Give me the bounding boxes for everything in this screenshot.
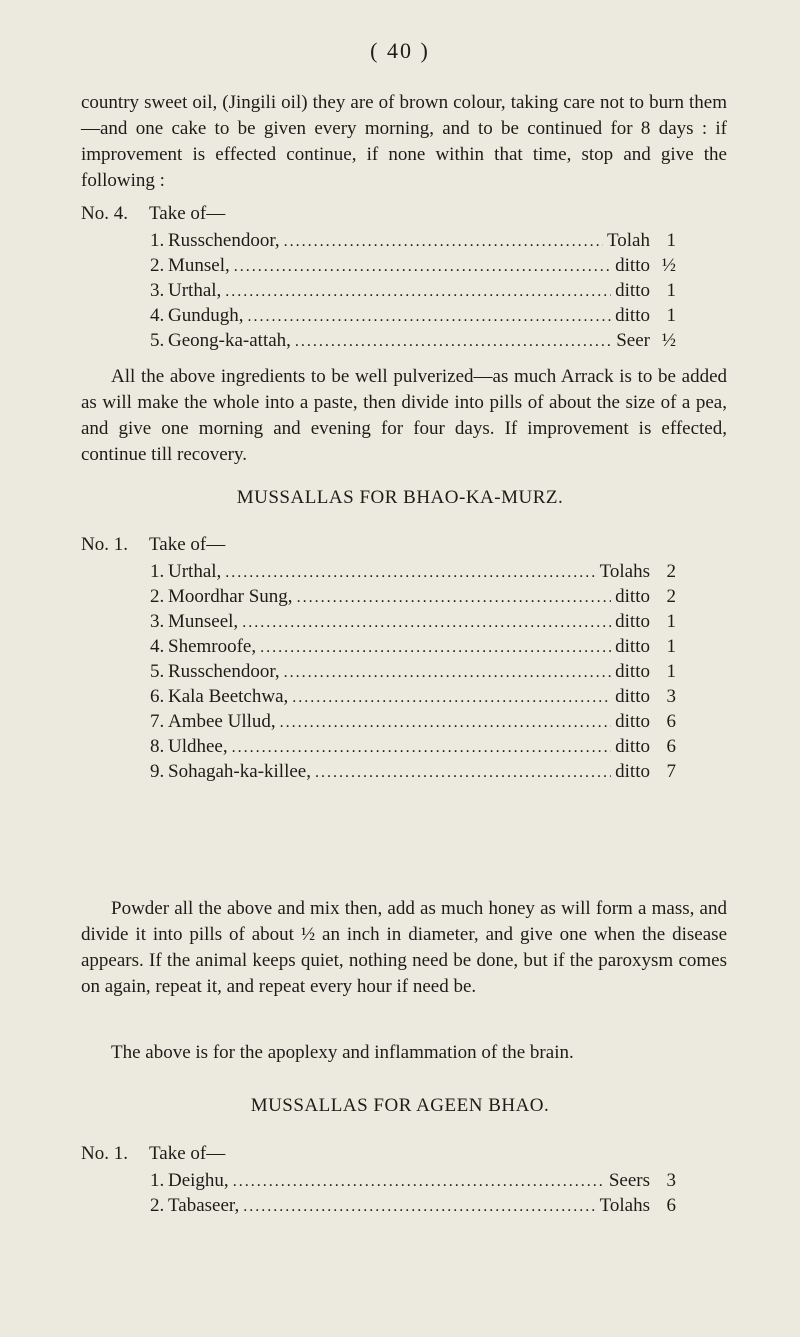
ingredient-unit: ditto (615, 761, 650, 782)
ingredient-index: 1. (150, 230, 165, 251)
ingredient-qty: 1 (666, 611, 676, 632)
ingredient-row (150, 1195, 676, 1220)
ingredient-name: Russchendoor, (168, 230, 280, 251)
ingredient-name: Deighu, (168, 1170, 229, 1191)
ingredient-row (150, 305, 676, 330)
ingredient-row (150, 330, 676, 355)
ingredient-qty: 1 (666, 661, 676, 682)
section-heading-2: MUSSALLAS FOR AGEEN BHAO. (250, 1095, 550, 1116)
ingredient-index: 9. (150, 761, 165, 782)
ingredient-index: 4. (150, 305, 165, 326)
ingredient-qty: 7 (666, 761, 676, 782)
intro-paragraph: country sweet oil, (Jingili oil) they are of brown colour, taking care not to burn them—and one cake to be given every morning, and to be continued for 8 days : if improvement is effected continue, if none within that time, stop and give the following : (81, 92, 727, 191)
recipe-number: No. 1. (81, 1143, 128, 1164)
leader-dots (295, 333, 612, 351)
ingredient-row (150, 686, 676, 711)
ingredient-unit: Tolahs (599, 1195, 650, 1216)
ingredient-index: 2. (150, 586, 165, 607)
ingredient-row (150, 561, 676, 586)
paragraph-c: The above is for the apoplexy and inflammation of the brain. (111, 1042, 574, 1063)
ingredient-unit: Seers (608, 1170, 650, 1191)
ingredient-unit: ditto (615, 686, 650, 707)
ingredient-name: Urthal, (168, 561, 222, 582)
ingredient-index: 6. (150, 686, 165, 707)
leader-dots (232, 739, 612, 757)
page-number: ( 40 ) (370, 38, 430, 63)
ingredient-unit: ditto (615, 586, 650, 607)
ingredient-unit: ditto (615, 636, 650, 657)
leader-dots (225, 564, 595, 582)
ingredient-name: Ambee Ullud, (168, 711, 276, 732)
ingredient-row (150, 586, 676, 611)
ingredient-unit: ditto (615, 611, 650, 632)
ingredient-index: 3. (150, 280, 165, 301)
ingredient-index: 2. (150, 1195, 165, 1216)
ingredient-name: Moordhar Sung, (168, 586, 293, 607)
ingredient-name: Urthal, (168, 280, 222, 301)
ingredient-index: 1. (150, 561, 165, 582)
leader-dots (234, 258, 611, 276)
ingredient-qty: 6 (666, 736, 676, 757)
ingredient-qty: 1 (666, 305, 676, 326)
ingredient-name: Kala Beetchwa, (168, 686, 289, 707)
ingredient-index: 5. (150, 330, 165, 351)
ingredient-name: Gundugh, (168, 305, 244, 326)
ingredient-unit: Tolahs (599, 561, 650, 582)
ingredient-unit: ditto (615, 711, 650, 732)
ingredient-row (150, 255, 676, 280)
ingredient-row (150, 280, 676, 305)
ingredient-index: 5. (150, 661, 165, 682)
recipe-number: No. 1. (81, 534, 128, 555)
ingredient-row (150, 636, 676, 661)
leader-dots (233, 1173, 605, 1191)
take-label: Take of— (149, 203, 226, 224)
leader-dots (297, 589, 612, 607)
leader-dots (284, 233, 603, 251)
ingredient-qty: 1 (666, 280, 676, 301)
recipe-b-list (150, 561, 676, 786)
ingredient-row (150, 230, 676, 255)
recipe-a-list (150, 230, 676, 355)
ingredient-unit: ditto (615, 736, 650, 757)
leader-dots (242, 614, 611, 632)
recipe-b-header (81, 534, 225, 556)
ingredient-row (150, 761, 676, 786)
ingredient-name: Munsel, (168, 255, 230, 276)
ingredient-qty: 1 (666, 636, 676, 657)
ingredient-qty: 2 (666, 561, 676, 582)
ingredient-name: Sohagah-ka-killee, (168, 761, 311, 782)
recipe-number: No. 4. (81, 203, 128, 224)
ingredient-index: 8. (150, 736, 165, 757)
leader-dots (284, 664, 612, 682)
ingredient-qty: 1 (666, 230, 676, 251)
ingredient-name: Tabaseer, (168, 1195, 240, 1216)
ingredient-row (150, 611, 676, 636)
recipe-c-header (81, 1143, 225, 1165)
take-label: Take of— (149, 534, 226, 555)
ingredient-index: 3. (150, 611, 165, 632)
ingredient-qty: 3 (666, 1170, 676, 1191)
ingredient-index: 2. (150, 255, 165, 276)
take-label: Take of— (149, 1143, 226, 1164)
ingredient-row (150, 1170, 676, 1195)
ingredient-name: Munseel, (168, 611, 239, 632)
ingredient-unit: Tolah (607, 230, 650, 251)
ingredient-unit: ditto (615, 255, 650, 276)
ingredient-name: Shemroofe, (168, 636, 257, 657)
leader-dots (225, 283, 611, 301)
ingredient-index: 1. (150, 1170, 165, 1191)
ingredient-qty: 3 (666, 686, 676, 707)
ingredient-unit: Seer (616, 330, 650, 351)
ingredient-qty: 2 (666, 586, 676, 607)
ingredient-index: 7. (150, 711, 165, 732)
leader-dots (315, 764, 611, 782)
ingredient-unit: ditto (615, 280, 650, 301)
ingredient-row (150, 736, 676, 761)
ingredient-qty: ½ (661, 330, 676, 351)
ingredient-qty: ½ (661, 255, 676, 276)
ingredient-row (150, 711, 676, 736)
ingredient-qty: 6 (666, 1195, 676, 1216)
ingredient-name: Uldhee, (168, 736, 228, 757)
leader-dots (260, 639, 611, 657)
ingredient-row (150, 661, 676, 686)
paragraph-a: All the above ingredients to be well pulverized—as much Arrack is to be added as will make the whole into a paste, then divide into pills of about the size of a pea, and give one morning and evening for four days. If improvement is effected, continue till recovery. (81, 366, 727, 465)
ingredient-index: 4. (150, 636, 165, 657)
leader-dots (280, 714, 612, 732)
ingredient-unit: ditto (615, 661, 650, 682)
recipe-c-list (150, 1170, 676, 1220)
recipe-a-header (81, 203, 225, 225)
ingredient-name: Russchendoor, (168, 661, 280, 682)
leader-dots (292, 689, 611, 707)
leader-dots (243, 1198, 595, 1216)
ingredient-name: Geong-ka-attah, (168, 330, 291, 351)
paragraph-b: Powder all the above and mix then, add as much honey as will form a mass, and divide it into pills of about ½ an inch in diameter, and give one when the disease appears. If the animal keeps quiet, nothing need be done, but if the paroxysm comes on again, repeat it, and repeat every hour if need be. (81, 898, 727, 997)
ingredient-qty: 6 (666, 711, 676, 732)
section-heading-1: MUSSALLAS FOR BHAO-KA-MURZ. (236, 487, 564, 508)
leader-dots (247, 308, 611, 326)
ingredient-unit: ditto (615, 305, 650, 326)
